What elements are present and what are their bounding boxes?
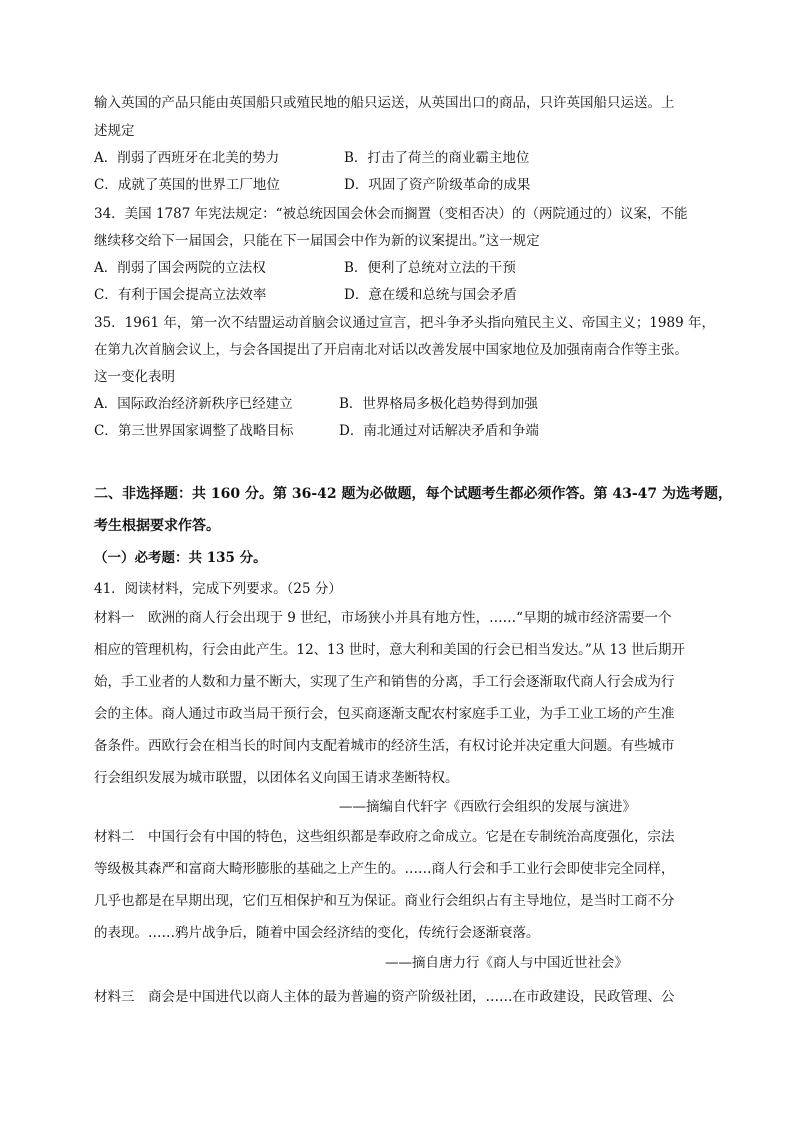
q35-option-b: B．世界格局多极化趋势得到加强 bbox=[339, 396, 538, 412]
q34-option-c: C．有利于国会提高立法效率 bbox=[94, 287, 267, 303]
q41-material1-line: 备条件。西欧行会在相当长的时间内支配着城市的经济生活，有权讨论并决定重大问题。有些城市 bbox=[94, 738, 675, 754]
q33-option-a: A．削弱了西班牙在北美的势力 bbox=[94, 150, 280, 166]
q34-stem-line2: 继续移交给下一届国会，只能在下一届国会中作为新的议案提出。”这一规定 bbox=[94, 233, 540, 249]
q35-option-a: A．国际政治经济新秩序已经建立 bbox=[94, 396, 293, 412]
q41-material1-line: 始，手工业者的人数和力量不断大，实现了生产和销售的分离，手工行会逐渐取代商人行会成为行 bbox=[94, 674, 675, 690]
q41-material2-line: 的表现。……鸦片战争后，随着中国会经济结的变化，传统行会逐渐衰落。 bbox=[94, 925, 540, 941]
q33-stem-line1: 输入英国的产品只能由英国船只或殖民地的船只运送，从英国出口的商品，只许英国船只运送。上 bbox=[94, 95, 675, 111]
q35-option-c: C．第三世界国家调整了战略目标 bbox=[94, 423, 294, 439]
q34-stem-line1: 34．美国 1787 年宪法规定：“被总统因国会休会而搁置（变相否决）的（两院通过的）议案，不能 bbox=[94, 206, 688, 222]
q41-material2-source: ——摘自唐力行《商人与中国近世社会》 bbox=[385, 955, 628, 971]
section2-heading-line2: 考生根据要求作答。 bbox=[94, 518, 220, 534]
q33-stem-line2: 述规定 bbox=[94, 123, 135, 139]
q34-option-b: B．便利了总统对立法的干预 bbox=[344, 260, 516, 276]
q35-stem-line3: 这一变化表明 bbox=[94, 369, 175, 385]
q41-material1-line: 会的主体。商人通过市政当局干预行会，包买商逐渐支配农村家庭手工业，为手工业工场的产生准 bbox=[94, 706, 675, 722]
q33-option-c: C．成就了英国的世界工厂地位 bbox=[94, 177, 280, 193]
q41-material3-line: 材料三 商会是中国进代以商人主体的最为普遍的资产阶级社团，……在市政建设，民政管理、公 bbox=[94, 989, 675, 1005]
q35-stem-line2: 在第九次首脑会议上，与会各国提出了开启南北对话以改善发展中国家地位及加强南南合作等主张。 bbox=[94, 342, 688, 358]
section2-heading-line1: 二、非选择题：共 160 分。第 36-42 题为必做题，每个试题考生都必须作答。第 43-47 为选考题， bbox=[94, 486, 733, 502]
q34-option-a: A．削弱了国会两院的立法权 bbox=[94, 260, 266, 276]
q35-stem-line1: 35．1961 年，第一次不结盟运动首脑会议通过宣言，把斗争矛头指向殖民主义、帝国主义；1989 年， bbox=[94, 315, 715, 331]
q41-material1-source: ——摘编自代轩字《西欧行会组织的发展与演进》 bbox=[339, 799, 636, 815]
q41-material2-line: 几乎也都是在早期出现，它们互相保护和互为保证。商业行会组织占有主导地位，是当时工商不分 bbox=[94, 893, 675, 909]
q41-material1-line: 相应的管理机构，行会由此产生。12、13 世时，意大利和美国的行会已相当发达。”从 13 世后期开 bbox=[94, 642, 686, 658]
q33-option-b: B．打击了荷兰的商业霸主地位 bbox=[344, 150, 530, 166]
q41-prompt: 41．阅读材料，完成下列要求。（25 分） bbox=[94, 581, 342, 597]
q41-material1-line: 材料一 欧洲的商人行会出现于 9 世纪，市场狭小并具有地方性，……“早期的城市经济需要一个 bbox=[94, 610, 672, 626]
q33-option-d: D．巩固了资产阶级革命的成果 bbox=[344, 177, 531, 193]
section2-subheading: （一）必考题：共 135 分。 bbox=[94, 550, 267, 566]
q35-option-d: D．南北通过对话解决矛盾和争端 bbox=[339, 423, 539, 439]
q41-material2-line: 材料二 中国行会有中国的特色，这些组织都是奉政府之命成立。它是在专制统治高度强化，宗法 bbox=[94, 829, 675, 845]
q41-material1-line: 行会组织发展为城市联盟，以团体名义向国王请求垄断特权。 bbox=[94, 770, 459, 786]
q34-option-d: D．意在缓和总统与国会矛盾 bbox=[344, 287, 517, 303]
q41-material2-line: 等级极其森严和富商大畸形膨胀的基础之上产生的。……商人行会和手工业行会即使非完全同样， bbox=[94, 861, 675, 877]
